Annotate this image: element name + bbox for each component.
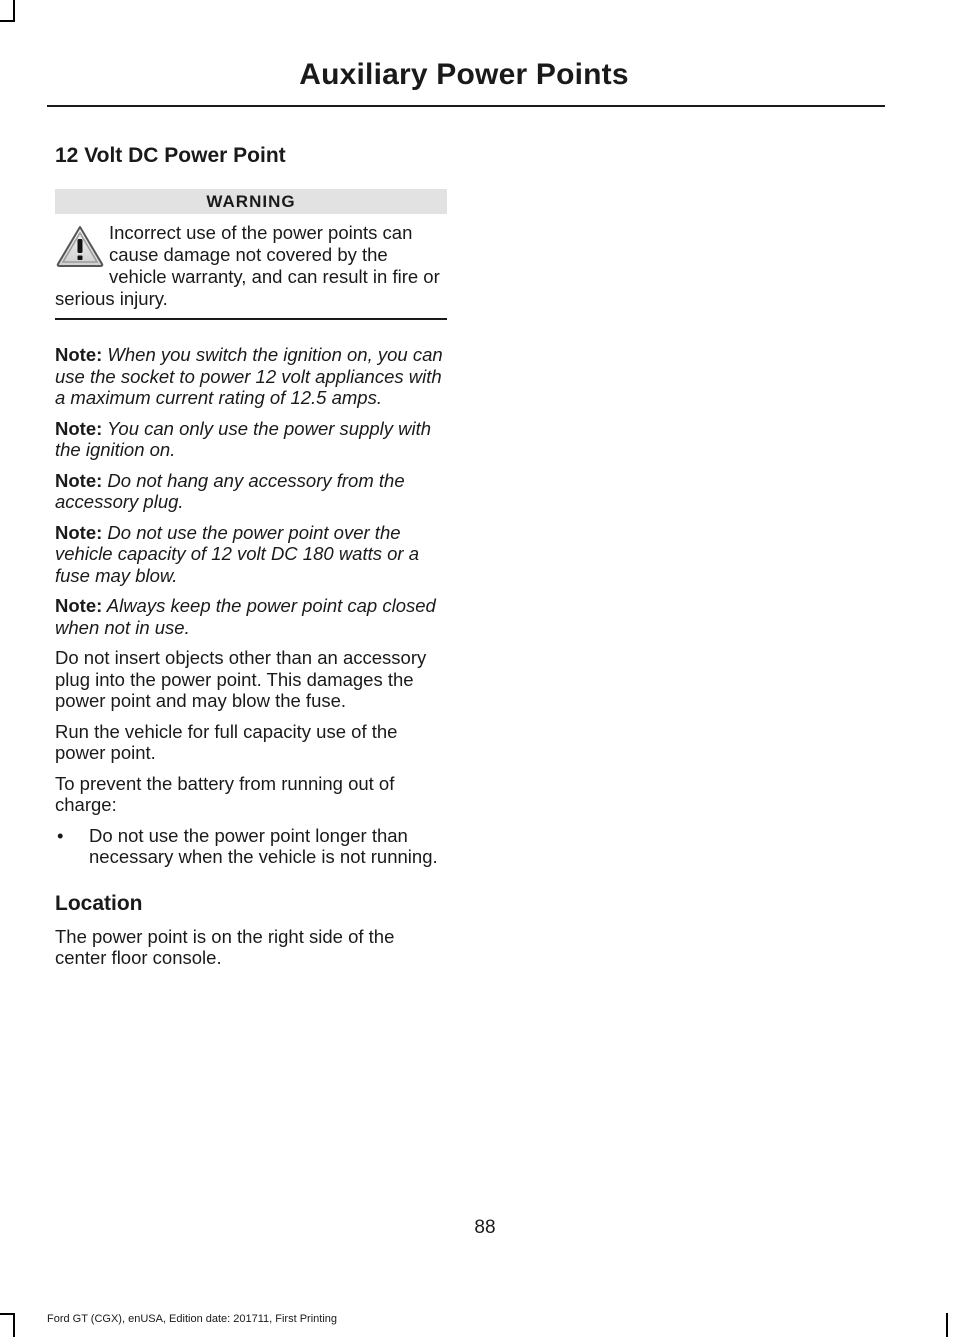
body-paragraph: To prevent the battery from running out of charge:: [55, 772, 395, 815]
warning-box: [55, 189, 447, 320]
warning-text: Incorrect use of the power points can cause damage not covered by the vehicle warranty, and can result in fire or serious injury.: [55, 222, 440, 309]
warning-body: [55, 214, 447, 320]
crop-mark: [13, 1313, 15, 1337]
note-label: Note:: [55, 469, 103, 491]
body-paragraph: Do not insert objects other than an accessory plug into the power point. This damages the power point and may blow the fuse.: [55, 647, 427, 711]
crop-mark: [0, 20, 15, 22]
note: [55, 344, 447, 409]
page-header: [0, 58, 960, 94]
note-label: Note:: [55, 595, 103, 616]
bullet-list: [55, 825, 447, 868]
note-text: Always keep the power point cap closed when not in use.: [55, 595, 436, 638]
note: [55, 470, 447, 513]
page-number-text: 88: [474, 1217, 496, 1238]
note-text: When you switch the ignition on, you can use the socket to power 12 volt appliances with a maximum current rating of 12.5 amps.: [55, 344, 443, 408]
note-text: Do not use the power point over the vehicle capacity of 12 volt DC 180 watts or a fuse may blow.: [55, 521, 420, 586]
note: [55, 418, 447, 461]
note: [55, 522, 447, 587]
note-label: Note:: [55, 417, 103, 439]
bullet-mark: •: [57, 824, 64, 846]
section-title: 12 Volt DC Power Point: [55, 144, 286, 167]
note: [55, 595, 447, 638]
crop-mark: [0, 1313, 15, 1315]
note-text: You can only use the power supply with the ignition on.: [55, 417, 432, 460]
crop-mark: [946, 1313, 948, 1337]
body-paragraph: Run the vehicle for full capacity use of the power point.: [55, 720, 398, 763]
crop-mark: [13, 0, 15, 22]
location-text: The power point is on the right side of the center floor console.: [55, 925, 395, 968]
content-column: [55, 142, 447, 969]
location-title: Location: [55, 891, 143, 915]
list-item: [55, 825, 447, 868]
notes-list: [55, 344, 447, 638]
note-label: Note:: [55, 521, 103, 543]
note-label: Note:: [55, 344, 103, 365]
list-item-text: Do not use the power point longer than necessary when the vehicle is not running.: [89, 824, 438, 867]
page-number: [0, 1217, 960, 1239]
page-title: Auxiliary Power Points: [299, 58, 629, 91]
warning-title: WARNING: [55, 189, 447, 214]
note-text: Do not hang any accessory from the accessory plug.: [55, 469, 405, 512]
warning-triangle-icon: [55, 224, 105, 268]
header-divider: [47, 105, 885, 107]
footer: Ford GT (CGX), enUSA, Edition date: 201711, First Printing: [47, 1313, 337, 1325]
